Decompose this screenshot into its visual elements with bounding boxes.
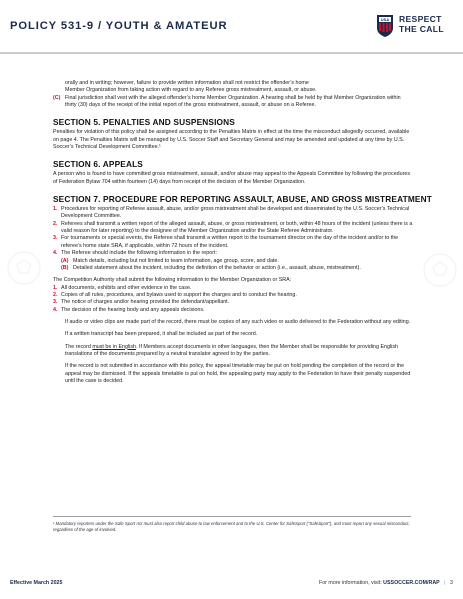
list-number: 2. [53, 291, 58, 298]
list-number: 2. [53, 220, 58, 227]
list-text: Copies of all rules, procedures, and bylaws used to support the charges and to conduct the hearing. [61, 291, 297, 298]
list-item [53, 221, 413, 236]
intro-line: orally and in writing; however, failure to provide written information shall not restrict the offender’s home [65, 80, 309, 86]
policy-title: POLICY 531-9 / YOUTH & AMATEUR [10, 20, 228, 32]
list-item [53, 299, 413, 306]
intro-continuation [53, 80, 413, 95]
list-number: 3. [53, 299, 58, 306]
list-item [53, 285, 413, 292]
sub-list-tag: (A) [61, 257, 69, 264]
list-number: 3. [53, 235, 58, 242]
respect-the-call-logo [376, 12, 460, 44]
section-7-heading: SECTION 7. PROCEDURE FOR REPORTING ASSAULT, ABUSE, AND GROSS MISTREATMENT [53, 194, 432, 205]
page-content [53, 80, 432, 385]
paragraph-english [53, 344, 413, 359]
list-item [53, 206, 413, 221]
text-run: . If Members accept documents in other languages, then the Member shall be responsible for providing English translations of the documents prepared by a neutral translator agreed to by the parties. [65, 343, 398, 357]
authority-intro: The Competition Authority shall submit the following information to the Member Organization or SRA: [53, 277, 292, 284]
svg-text:USA: USA [380, 17, 390, 23]
sub-list-tag: (B) [61, 264, 69, 271]
list-text: The decision of the hearing body and any appeals decisions. [61, 306, 205, 313]
effective-date: Effective March 2025 [10, 580, 63, 586]
section-5-body: Penalties for violation of this policy shall be assigned according to the Penalties Matrix in effect at the time the misconduct allegedly occurred, available on page 4. The Penalties Matrix will be managed by U.S. Soccer Staff and Secretary General and may be amended and updated at any time by U.S. Soccer’s Technical Development Committee.¹ [53, 129, 410, 151]
page-header [0, 0, 463, 54]
list-item [53, 307, 413, 314]
logo-line-1: RESPECT [399, 14, 442, 24]
list-item [53, 250, 413, 257]
paragraph-transcript: If a written transcript has been prepared, it shall be included as part of the record. [65, 331, 258, 338]
footer-info-text: For more information, visit: [318, 580, 382, 586]
section-6-heading: SECTION 6. APPEALS [53, 159, 143, 170]
list-text: All documents, exhibits and other evidence in the case. [61, 284, 192, 291]
section-5-heading: SECTION 5. PENALTIES AND SUSPENSIONS [53, 117, 235, 128]
underlined-text: must be in English [92, 343, 136, 350]
intro-item-c [53, 95, 413, 110]
footer-info [319, 580, 453, 586]
list-text: The notice of charges and/or hearing provided the defendant/appellant. [61, 299, 230, 306]
footer-link[interactable]: USSOCCER.COM/RAP [383, 580, 440, 586]
logo-text [399, 14, 459, 34]
list-number: 1. [53, 206, 58, 213]
page-number: 3 [450, 580, 453, 586]
list-text: For tournaments or special events, the Referee shall transmit a written report to the tournament director on the day of the incident and/or to the referee’s home state SRA, if applicable, within 72 hours of the incident. [61, 235, 399, 249]
decorative-ball-icon [420, 250, 460, 290]
item-text: Final jurisdiction shall vest with the alleged offender’s home Member Organization. A hearing shall be held by that Member Organization within thirty (30) days of the receipt of the initial report of the gross mistreatment, assault, or abuse on a Referee. [65, 94, 401, 109]
item-tag: (C) [53, 94, 61, 101]
logo-line-2: THE CALL [399, 24, 444, 34]
sub-list-item [53, 258, 413, 265]
footer-separator: | [444, 580, 446, 586]
list-text: Procedures for reporting of Referee assault, abuse, and/or gross mistreatment shall be developed and disseminated by the U.S. Soccer’s Technical Development Committee. [61, 206, 410, 220]
list-item [53, 235, 413, 250]
text-run: The record [65, 343, 93, 350]
section-6-body: A person who is found to have committed gross mistreatment, assault, and/or abuse may appeal to the Appeals Committee by following the procedures of Federation Bylaw 704 within fourteen (14) days from receipt of the decision of the Member Organization. [53, 171, 411, 185]
footnote-divider [53, 516, 411, 517]
decorative-ball-icon [4, 248, 44, 288]
us-soccer-crest-icon [376, 14, 394, 38]
list-text: The Referee should include the following information in the report: [61, 250, 217, 257]
sub-list-text: Detailed statement about the incident, including the definition of the behavior or action (i.e., assault, abuse, mistreatment). [73, 264, 361, 271]
sub-list-text: Match details, including but not limited to team information, age group, score, and date. [73, 257, 279, 264]
intro-line: Member Organization from taking action with regard to any Referee gross mistreatment, assault, or abuse. [65, 87, 317, 94]
list-item [53, 292, 413, 299]
footnote: ¹ Mandatory reporters under the Safe Sport Act must also report child abuse to law enforcement and to the U.S. Center for SafeSport (“SafeSport”), and must report any sexual misconduct, regardless of the age of involved. [53, 521, 410, 533]
list-number: 1. [53, 284, 58, 291]
paragraph-timetable: If the record is not submitted in accordance with this policy, the appeal timetable may be put on hold pending the completion of the record or the appeal may be dismissed. If the appeals timetable is put on hold, the appealing party may apply to the Federation to have their penalty suspended until the case is decided. [65, 363, 411, 384]
paragraph-audio-video: If audio or video clips are made part of the record, there must be copies of any such video or audio delivered to the Federation without any editing. [65, 318, 411, 325]
list-number: 4. [53, 306, 58, 313]
list-number: 4. [53, 250, 58, 257]
list-text: Referees shall transmit a written report of the alleged assault, abuse, or gross mistreatment, or both, within 48 hours of the incident (unless there is a valid reason for later reporting) to the designee of the Member Organization and/or the State Referee Administrator. [61, 220, 413, 235]
sub-list-item [53, 265, 413, 272]
